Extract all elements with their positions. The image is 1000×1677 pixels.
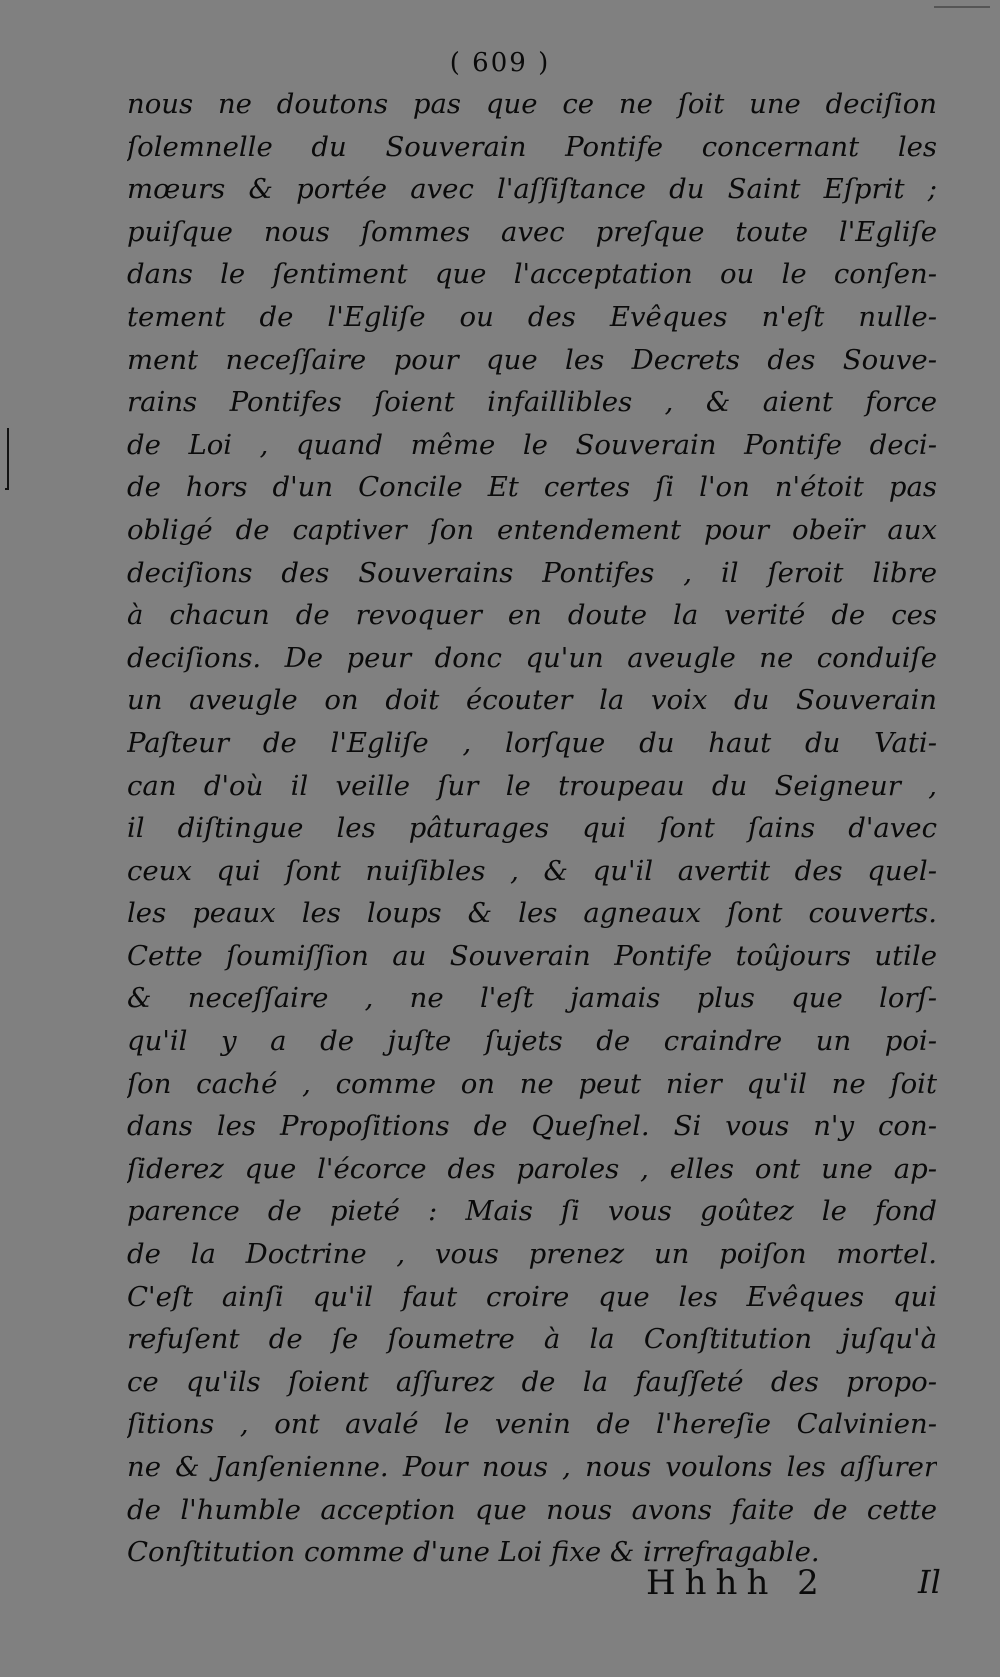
- text-line: Paſteur de l'Egliſe , lorſque du haut du Vati-: [127, 726, 937, 759]
- margin-rule-tick: [5, 488, 9, 490]
- text-line: obligé de captiver ſon entendement pour obeïr aux: [127, 513, 937, 546]
- catchword: Il: [918, 1563, 941, 1601]
- text-line: refuſent de ſe ſoumetre à la Conſtitution juſqu'à: [127, 1323, 937, 1356]
- text-line: à chacun de revoquer en doute la verité de ces: [127, 599, 937, 632]
- text-line: ment neceſſaire pour que les Decrets des Souve-: [127, 343, 937, 376]
- text-line: il diſtingue les pâturages qui ſont ſains d'avec: [127, 812, 937, 845]
- body-text: [127, 83, 937, 1574]
- text-line: deciſions. De peur donc qu'un aveugle ne conduiſe: [127, 641, 937, 674]
- text-line: ceux qui ſont nuiſibles , & qu'il avertit des quel-: [127, 854, 937, 887]
- text-line: ce qu'ils ſoient aſſurez de la fauſſeté des propo-: [127, 1365, 937, 1398]
- text-line: ſiderez que l'écorce des paroles , elles ont une ap-: [127, 1152, 937, 1185]
- text-line: un aveugle on doit écouter la voix du Souverain: [127, 684, 937, 717]
- text-line: dans les Propoſitions de Queſnel. Si vous n'y con-: [127, 1110, 937, 1143]
- text-line: mœurs & portée avec l'aſſiſtance du Saint Eſprit ;: [127, 173, 937, 206]
- signature-mark: Hhhh 2: [646, 1563, 828, 1603]
- margin-rule: [7, 428, 9, 490]
- text-line: can d'où il veille ſur le troupeau du Seigneur ,: [127, 769, 937, 802]
- text-line: ſitions , ont avalé le venin de l'hereſie Calvinien-: [127, 1408, 937, 1441]
- text-line: de Loi , quand même le Souverain Pontife deci-: [127, 428, 937, 461]
- corner-mark: [934, 6, 990, 8]
- text-line: ne & Janſenienne. Pour nous , nous voulons les aſſurer: [127, 1451, 937, 1483]
- text-line: les peaux les loups & les agneaux ſont couverts.: [127, 897, 937, 930]
- text-line: deciſions des Souverains Pontifes , il ſeroit libre: [127, 556, 937, 589]
- footer-line: [0, 1563, 1000, 1609]
- text-line: nous ne doutons pas que ce ne ſoit une deciſion: [127, 88, 937, 120]
- text-line: & neceſſaire , ne l'eſt jamais plus que lorſ-: [127, 982, 937, 1015]
- text-line: Conſtitution comme d'une Loi fixe & irrefragable.: [127, 1536, 820, 1569]
- page-number: ( 609 ): [449, 48, 551, 78]
- text-line: dans le ſentiment que l'acceptation ou le conſen-: [127, 258, 937, 291]
- text-line: Cette ſoumiſſion au Souverain Pontife toûjours utile: [127, 939, 937, 972]
- text-line: tement de l'Egliſe ou des Evêques n'eſt nulle-: [127, 300, 937, 333]
- text-line: ſon caché , comme on ne peut nier qu'il ne ſoit: [127, 1067, 937, 1100]
- text-line: ſolemnelle du Souverain Pontife concernant les: [127, 130, 937, 163]
- text-line: de hors d'un Concile Et certes ſi l'on n'étoit pas: [127, 471, 937, 504]
- text-line: parence de pieté : Mais ſi vous goûtez le fond: [127, 1195, 937, 1228]
- text-line: C'eſt ainſi qu'il faut croire que les Evêques qui: [127, 1280, 937, 1313]
- text-line: puiſque nous ſommes avec preſque toute l'Egliſe: [127, 215, 937, 248]
- text-line: de la Doctrine , vous prenez un poiſon mortel.: [127, 1238, 937, 1271]
- text-line: de l'humble acception que nous avons faite de cette: [127, 1493, 937, 1526]
- text-line: qu'il y a de juſte ſujets de craindre un poi-: [127, 1025, 937, 1058]
- text-line: rains Pontifes ſoient infaillibles , & aient force: [127, 386, 937, 419]
